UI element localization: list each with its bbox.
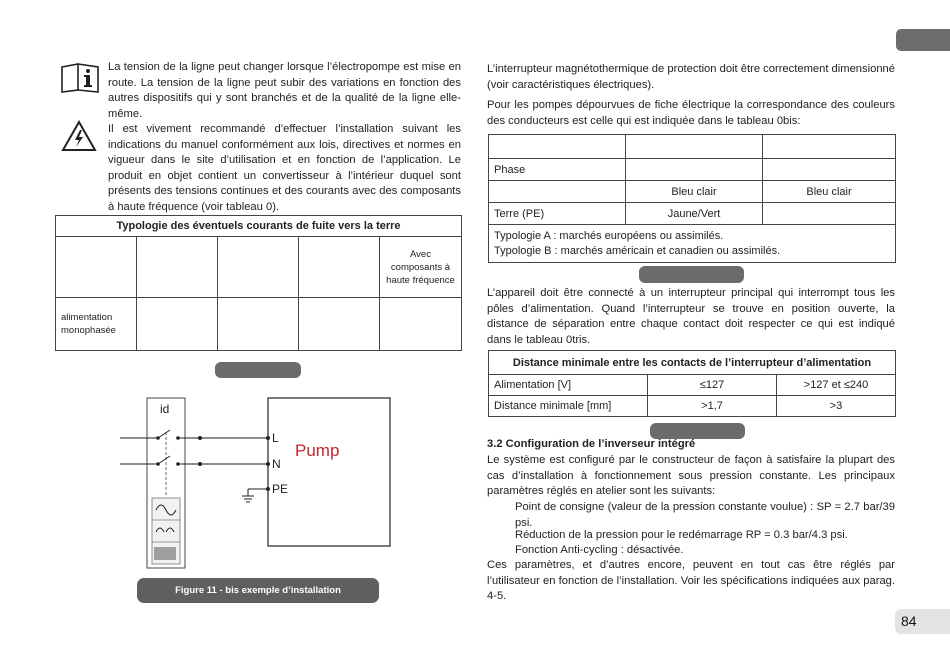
diagram-PE-label: PE [272, 482, 289, 496]
diagram-id-label: id [160, 402, 170, 416]
distance-label: Distance minimale [mm] [489, 396, 648, 417]
voltage-label: Alimentation [V] [489, 375, 648, 396]
diagram-pump-label: Pump [295, 441, 340, 460]
diagram-N-label: N [272, 457, 281, 471]
switch-distance-table [488, 350, 896, 417]
earth-color: Jaune/Vert [626, 203, 763, 225]
anticycling-item: Fonction Anti-cycling : désactivée. [515, 544, 684, 556]
distance-high: >3 [777, 396, 896, 417]
leakage-current-table [55, 215, 462, 351]
conductor-color-table [488, 134, 896, 263]
installation-diagram [120, 392, 410, 582]
warning-paragraph: Il est vivement recommandé d’effectuer l’installation suivant les indications du manuel conformément aux lois, directives et normes en vigueur dans le site d’utilisation et en fonction de l’application. Le produit en objet contient un convertisseur à l’intérieur duquel sont présents des tensions continues et des courants avec des composants à haute fréquence (voir tableau 0). [108, 123, 461, 213]
neutral-color-a: Bleu clair [626, 181, 763, 203]
typology-b-note: Typologie B : marchés américain et canadien ou assimilés. [494, 244, 781, 257]
breaker-paragraph: L’interrupteur magnétothermique de protection doit être correctement dimensionné (voir caractéristiques électriques). [487, 63, 895, 91]
leakage-header-hf: Avec composants à haute fréquence [380, 237, 462, 298]
manual-info-icon [60, 61, 100, 98]
main-switch-paragraph: L’appareil doit être connecté à un interrupteur principal qui interrompt tous les pôles d’alimentation. Quand l’interrupteur se trouve en position ouverte, la distance de séparation entre chaque contact doit respecter ce qui est indiqué dans le tableau 0tris. [487, 287, 895, 346]
setpoint-item: Point de consigne (valeur de la pression constante voulue) : SP = 2.7 bar/39 psi. [515, 501, 895, 529]
figure-label-bar [215, 362, 301, 378]
leakage-table-title: Typologie des éventuels courants de fuite vers la terre [56, 216, 462, 237]
page-number: 84 [895, 609, 950, 634]
info-paragraph: La tension de la ligne peut changer lorsque l’électropompe est mise en route. La tension de la ligne peut subir des variations en fonction des autres dispositifs qui y sont branchés et de la qualité de la ligne elle-même. [108, 61, 461, 120]
figure-caption: Figure 11 - bis exemple d’installation [137, 578, 379, 603]
neutral-color-b: Bleu clair [763, 181, 896, 203]
section-tab [896, 29, 950, 51]
typology-a-note: Typologie A : marchés européens ou assimilés. [494, 229, 724, 242]
voltage-low: ≤127 [648, 375, 777, 396]
closing-paragraph: Ces paramètres, et d’autres encore, peuvent en tout cas être réglés par l’utilisateur en fonction de l’installation. Voir les spécifications indiquées aux parag. 4-5. [487, 559, 895, 603]
restart-item: Réduction de la pression pour le redémarrage RP = 0.3 bar/4.3 psi. [515, 529, 848, 541]
table-label-bar [639, 266, 744, 283]
phase-label: Phase [489, 159, 626, 181]
distance-low: >1,7 [648, 396, 777, 417]
voltage-high: >127 et ≤240 [777, 375, 896, 396]
color-intro-paragraph: Pour les pompes dépourvues de fiche électrique la correspondance des couleurs des conducteurs est celle qui est indiquée dans le tableau 0bis: [487, 99, 895, 127]
electrical-warning-icon [61, 120, 97, 157]
config-paragraph: Le système est configuré par le constructeur de façon à satisfaire la plupart des cas d’installation à fonctionnement sous pression constante. Les principaux paramètres réglés en atelier sont les suivants: [487, 454, 895, 498]
diagram-L-label: L [272, 431, 279, 445]
section-heading: 3.2 Configuration de l’inverseur intégré [487, 438, 696, 450]
table-label-bar-2 [650, 423, 745, 439]
distance-table-title: Distance minimale entre les contacts de l’interrupteur d’alimentation [489, 351, 896, 375]
earth-label: Terre (PE) [489, 203, 626, 225]
leakage-row-label: alimentation monophasée [56, 298, 137, 351]
